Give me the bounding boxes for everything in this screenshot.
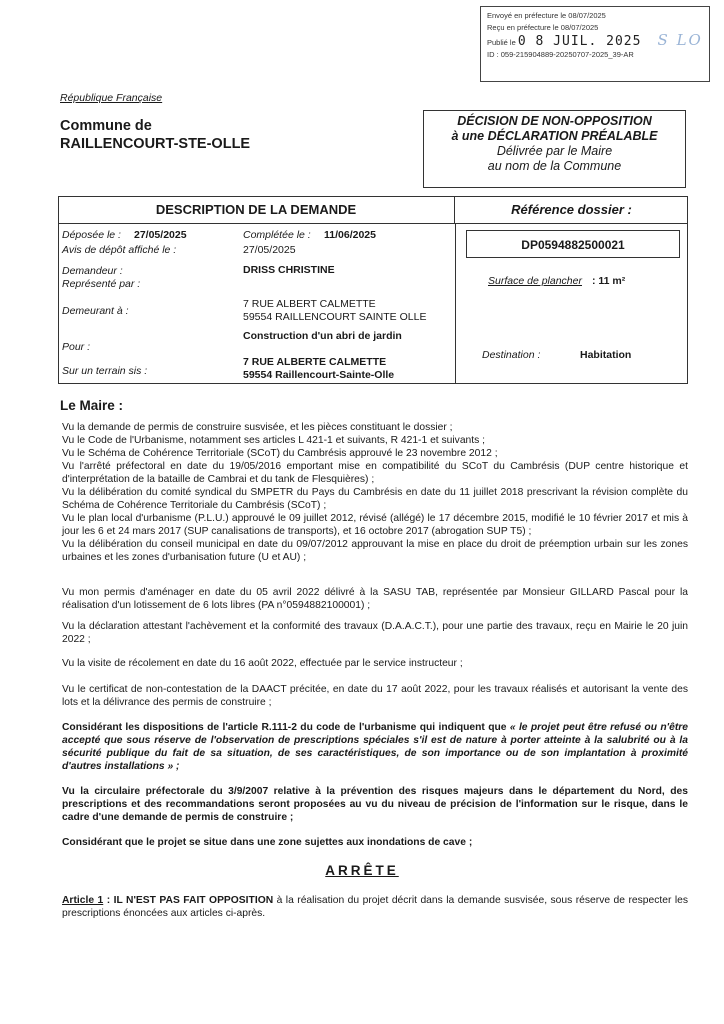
commune-title (60, 117, 250, 153)
commune-line2: RAILLENCOURT-STE-OLLE (60, 136, 251, 152)
stamp-recu: Reçu en préfecture le 08/07/2025 (487, 23, 599, 32)
republique-francaise: République Française (60, 92, 163, 104)
stamp-signature: S LO (657, 31, 703, 49)
permis-paragraph: Vu mon permis d'aménager en date du 05 avril 2022 délivré à la SASU TAB, représentée par Monsieur GILLARD Pascal pour la réalisation d'un lotissement de 6 lots libres (PA n°0594882100001) ; (62, 587, 688, 611)
considerant-r111-intro: Considérant les dispositions de l'article R.111-2 du code de l'urbanisme qui indiquent que (62, 722, 510, 733)
stamp-publie (487, 31, 703, 49)
avis-label: Avis de dépôt affiché le : (62, 244, 177, 256)
pour-label: Pour : (62, 341, 91, 353)
surface-label: Surface de plancher (488, 275, 582, 287)
stamp-envoye: Envoyé en préfecture le 08/07/2025 (487, 11, 606, 20)
visite-paragraph: Vu la visite de récolement en date du 16 août 2022, effectuée par le service instructeur ; (62, 658, 463, 669)
vu-item: Vu le Schéma de Cohérence Territoriale (SCoT) du Cambrésis approuvé le 23 novembre 2012 ; (62, 448, 498, 459)
demandeur-label: Demandeur : (62, 265, 123, 277)
decision-line2: à une DÉCLARATION PRÉALABLE (451, 129, 658, 143)
demeurant-line2: 59554 RAILLENCOURT SAINTE OLLE (243, 311, 427, 323)
table-divider (455, 224, 456, 384)
article1-bold: : IL N'EST PAS FAIT OPPOSITION (103, 895, 274, 906)
deposee-value: 27/05/2025 (134, 229, 187, 241)
considerant-r111-paragraph (62, 721, 688, 773)
demeurant-line1: 7 RUE ALBERT CALMETTE (243, 298, 376, 310)
pour-value: Construction d'un abri de jardin (243, 330, 402, 342)
vu-item: Vu l'arrêté préfectoral en date du 19/05/2016 emportant mise en compatibilité du SCoT du Cambrésis (DUP centre historique et d'interprétation de la bataille de Cambrai et du tank de Flesquières) ; (62, 461, 688, 485)
prefecture-stamp (480, 6, 710, 82)
certificat-paragraph: Vu le certificat de non-contestation de la DAACT précitée, en date du 17 août 2022, pour les travaux réalisés et autorisant la vente des lots et la délivrance des permis de construire ; (62, 684, 688, 708)
decision-line4: au nom de la Commune (487, 159, 622, 173)
terrain-line2: 59554 Raillencourt-Sainte-Olle (243, 369, 395, 381)
completee-label: Complétée le : (243, 229, 311, 241)
stamp-id: ID : 059-215904889-20250707-2025_39-AR (487, 50, 634, 59)
completee-value: 11/06/2025 (324, 229, 376, 241)
article1-label: Article 1 (62, 895, 104, 906)
vu-item: Vu la délibération du conseil municipal en date du 09/07/2012 approuvant la mise en place du droit de préemption urbain sur les zones urbaines et les zones d'urbanisation future (U et AU) ; (62, 539, 688, 563)
commune-line1: Commune de (60, 118, 152, 134)
stamp-publie-date: 0 8 JUIL. 2025 (517, 34, 642, 49)
destination-value: Habitation (580, 349, 632, 361)
decision-box (423, 110, 686, 188)
vu-list (62, 421, 688, 564)
vu-item: Vu le plan local d'urbanisme (P.L.U.) approuvé le 09 juillet 2012, révisé (allégé) le 17 décembre 2015, modifié le 10 février 2017 et mis à jour les 6 et 24 mars 2017 (SUP canalisations de transports), et 16 octobre 2017 (abrogation SUP T5) ; (62, 513, 688, 537)
le-maire-heading: Le Maire : (60, 398, 124, 413)
daact-paragraph: Vu la déclaration attestant l'achèvement et la conformité des travaux (D.A.A.C.T.), pour une partie des travaux, reçu en Mairie le 20 juin 2022 ; (62, 621, 688, 645)
demande-title: DESCRIPTION DE LA DEMANDE (58, 196, 455, 224)
surface-value: : 11 m² (592, 275, 626, 287)
decision-line1: DÉCISION DE NON-OPPOSITION (457, 114, 652, 128)
article1-text: à la réalisation du projet décrit dans la demande susvisée, sous réserve de respecter les prescriptions énoncées aux articles ci-après. (62, 895, 688, 919)
demandeur-value: DRISS CHRISTINE (243, 264, 335, 276)
circulaire-paragraph: Vu la circulaire préfectorale du 3/9/2007 relative à la prévention des risques majeurs dans le département du Nord, des prescriptions et des recommandations seront proposées au vu du niveau de précision de l'information sur le risque, dans le cadre d'une demande de permis de construire ; (62, 786, 688, 823)
vu-item: Vu la délibération du comité syndical du SMPETR du Pays du Cambrésis en date du 11 juillet 2018 prescrivant la révision complète du Schéma de Cohérence Territoriale du Cambrésis (SCoT) ; (62, 487, 688, 511)
avis-value: 27/05/2025 (243, 244, 296, 256)
destination-label: Destination : (482, 349, 541, 361)
stamp-publie-label: Publié le (487, 38, 516, 47)
terrain-line1: 7 RUE ALBERTE CALMETTE (243, 356, 387, 368)
considerant-r111-quote: « le projet peut être refusé ou n'être accepté que sous réserve de l'observation de prescriptions spéciales s'il est de nature à porter atteinte à la salubrité ou à la sécurité publique du fait de sa situation, de ses caractéristiques, de son importance ou de son implantation à proximité d'autres installations » ; (62, 722, 688, 772)
article1-paragraph (62, 894, 688, 920)
decision-line3: Délivrée par le Maire (496, 144, 613, 158)
demeurant-label: Demeurant à : (62, 305, 129, 317)
vu-item: Vu la demande de permis de construire susvisée, et les pièces constituant le dossier ; (62, 422, 453, 433)
arrete-heading: ARRÊTE (325, 863, 399, 878)
reference-number: DP0594882500021 (466, 230, 680, 258)
terrain-label: Sur un terrain sis : (62, 365, 148, 377)
deposee-label: Déposée le : (62, 229, 121, 241)
vu-item: Vu le Code de l'Urbanisme, notamment ses articles L 421-1 et suivants, R 421-1 et suivants ; (62, 435, 486, 446)
considerant-inondation-paragraph: Considérant que le projet se situe dans une zone sujettes aux inondations de cave ; (62, 837, 473, 848)
represente-label: Représenté par : (62, 278, 141, 290)
reference-title: Référence dossier : (455, 196, 688, 224)
